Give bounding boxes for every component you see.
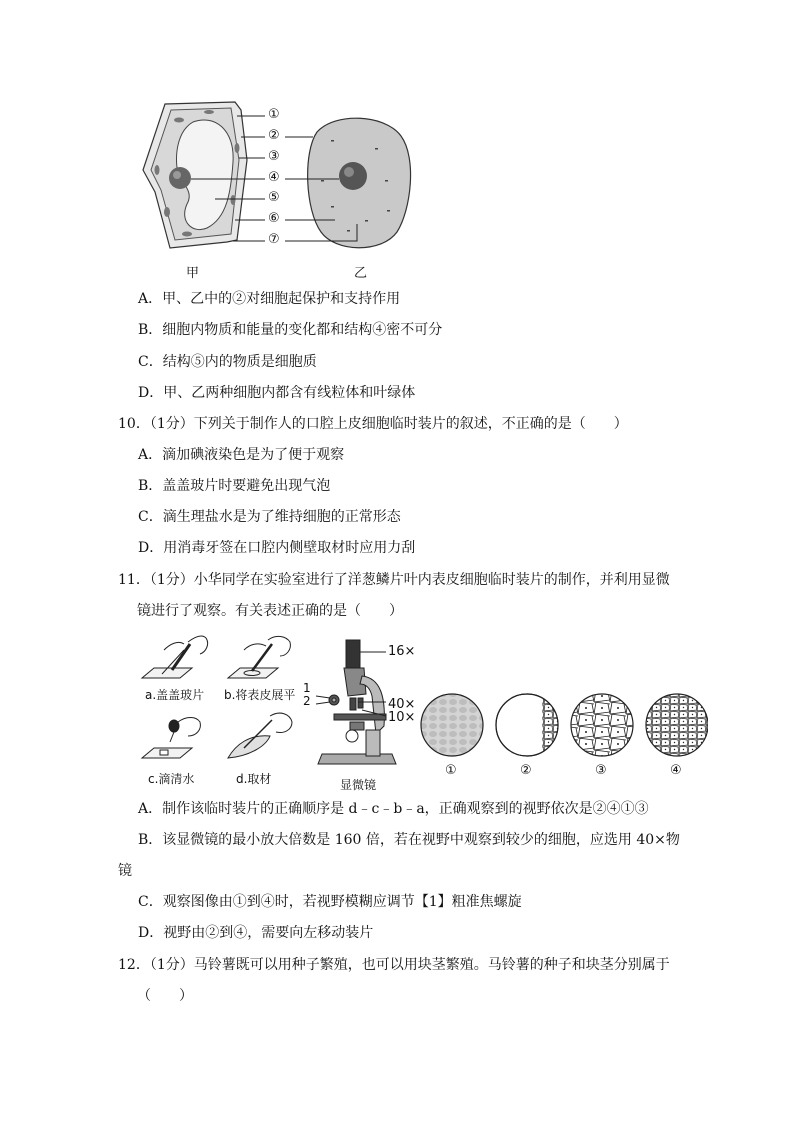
q11-option-b-continued: 镜 bbox=[118, 863, 132, 879]
knob-label-2: 2 bbox=[303, 694, 311, 708]
cell-label-3: ③ bbox=[268, 149, 280, 164]
q11-stem-line1: 11．（1分）小华同学在实验室进行了洋葱鳞片叶内表皮细胞临时装片的制作，并利用显微 bbox=[118, 572, 670, 588]
caption-animal-cell: 乙 bbox=[354, 266, 368, 281]
view-label-3: ③ bbox=[595, 763, 607, 778]
step-c-label: c.滴清水 bbox=[148, 772, 195, 786]
microscope-label: 显微镜 bbox=[340, 778, 377, 792]
plant-nucleus bbox=[169, 167, 191, 189]
q10-stem: 10．（1分）下列关于制作人的口腔上皮细胞临时装片的叙述，不正确的是（ ） bbox=[118, 416, 628, 432]
q11-option-a: A．制作该临时装片的正确顺序是 d﹣c﹣b﹣a，正确观察到的视野依次是②④①③ bbox=[138, 801, 649, 817]
step-b-sketch bbox=[228, 636, 290, 678]
view-3-field bbox=[571, 694, 633, 756]
q9-option-b: B．细胞内物质和能量的变化都和结构④密不可分 bbox=[138, 322, 443, 338]
cell-diagram bbox=[135, 100, 425, 275]
cell-label-1: ① bbox=[268, 107, 280, 122]
objective-10x: 10× bbox=[388, 710, 416, 725]
view-label-2: ② bbox=[520, 763, 532, 778]
cell-label-5: ⑤ bbox=[268, 190, 280, 205]
microscope-views bbox=[418, 690, 708, 760]
animal-nucleus bbox=[339, 162, 367, 190]
view-4-field bbox=[646, 694, 708, 756]
step-a-sketch bbox=[142, 636, 208, 678]
step-c-sketch bbox=[142, 718, 200, 759]
eyepiece-magnification: 16× bbox=[388, 644, 416, 659]
objective-40x: 40× bbox=[388, 697, 416, 712]
q11-stem-line2: 镜进行了观察。有关表述正确的是（ ） bbox=[137, 603, 403, 619]
q10-option-b: B．盖盖玻片时要避免出现气泡 bbox=[138, 478, 331, 494]
q9-option-a: A．甲、乙中的②对细胞起保护和支持作用 bbox=[138, 291, 401, 307]
q10-option-d: D．用消毒牙签在口腔内侧壁取材时应用力刮 bbox=[138, 540, 416, 556]
q10-option-c: C．滴生理盐水是为了维持细胞的正常形态 bbox=[138, 509, 401, 525]
q10-option-a: A．滴加碘液染色是为了便于观察 bbox=[138, 447, 345, 463]
step-d-sketch bbox=[228, 713, 292, 758]
q9-option-c: C．结构⑤内的物质是细胞质 bbox=[138, 354, 317, 370]
step-a-label: a.盖盖玻片 bbox=[145, 688, 205, 702]
step-d-label: d.取材 bbox=[236, 772, 272, 786]
cell-label-7: ⑦ bbox=[268, 232, 280, 247]
caption-plant-cell: 甲 bbox=[186, 266, 200, 281]
view-label-1: ① bbox=[445, 763, 457, 778]
q12-stem-line2: （ ） bbox=[137, 988, 193, 1004]
step-b-label: b.将表皮展平 bbox=[224, 688, 296, 702]
q12-stem-line1: 12．（1分）马铃薯既可以用种子繁殖，也可以用块茎繁殖。马铃薯的种子和块茎分别属于 bbox=[118, 957, 670, 973]
view-label-4: ④ bbox=[670, 763, 682, 778]
q11-option-c: C．观察图像由①到④时，若视野模糊应调节【1】粗准焦螺旋 bbox=[138, 894, 522, 910]
cell-label-6: ⑥ bbox=[268, 211, 280, 226]
knob-label-1: 1 bbox=[303, 681, 311, 695]
q11-option-d: D．视野由②到④，需要向左移动装片 bbox=[138, 925, 374, 941]
cell-label-4: ④ bbox=[268, 170, 280, 185]
q9-option-d: D．甲、乙两种细胞内都含有线粒体和叶绿体 bbox=[138, 385, 416, 401]
q11-option-b: B．该显微镜的最小放大倍数是 160 倍，若在视野中观察到较少的细胞，应选用 40×物 bbox=[138, 832, 680, 848]
view-1-field bbox=[421, 694, 483, 756]
cell-label-2: ② bbox=[268, 128, 280, 143]
